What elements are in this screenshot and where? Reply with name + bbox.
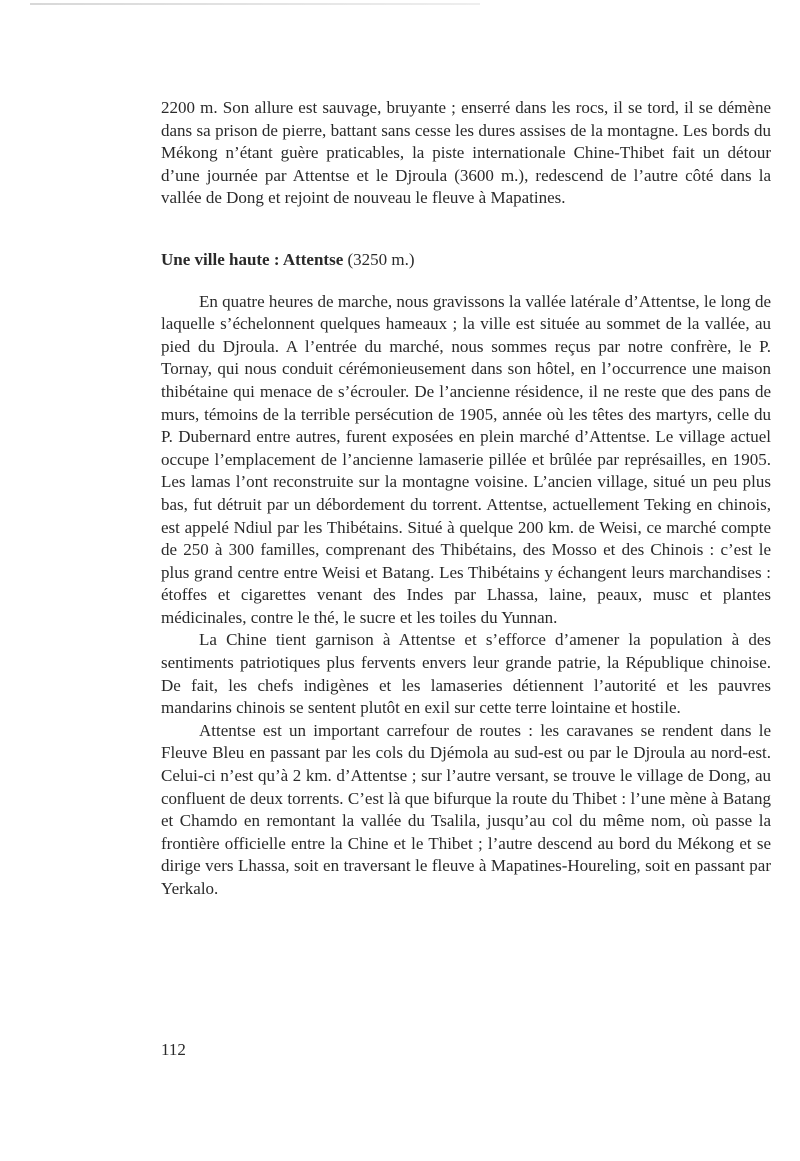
paragraph-continued: 2200 m. Son allure est sauvage, bruyante ; enserré dans les rocs, il se tord, il se démène dans sa prison de pierre, battant sans cesse les dures assises de la montagne. Les bords du Mékong n’étant guère praticables, la piste internationale Chine-Thibet fait un détour d’une journée par Attentse et le Djroula (3600 m.), redescend de l’autre côté dans la vallée de Dong et rejoint de nouveau le fleuve à Mapatines. — [161, 98, 771, 208]
page-number: 112 — [161, 1040, 186, 1059]
section-heading-title: Une ville haute : Attentse — [161, 249, 344, 269]
section-heading — [161, 249, 771, 272]
page-body — [161, 97, 771, 901]
paragraph-attentse-arrival: En quatre heures de marche, nous gravissons la vallée latérale d’Attentse, le long de laquelle s’échelonnent quelques hameaux ; la ville est située au sommet de la vallée, au pied du Djroula. A l’entrée du marché, nous sommes reçus par notre confrère, le P. Tornay, qui nous conduit cérémonieusement dans son hôtel, en l’occurrence une maison thibétaine qui menace de s’écrouler. De l’ancienne résidence, il ne reste que des pans de murs, témoins de la terrible persécution de 1905, année où les têtes des martyrs, celle du P. Dubernard entre autres, furent exposées en plein marché d’Attentse. Le village actuel occupe l’emplacement de l’ancienne lamaserie pillée et brûlée par représailles, en 1905. Les lamas l’ont reconstruite sur la montagne voisine. L’ancien village, situé un peu plus bas, fut détruit par un débordement du torrent. Attentse, actuellement Teking en chinois, est appelé Ndiul par les Thibétains. Situé à quelque 200 km. de Weisi, ce marché compte de 250 à 300 familles, comprenant des Thibétains, des Mosso et des Chinois : c’est le plus grand centre entre Weisi et Batang. Les Thibétains y échangent leurs marchandises : étoffes et cigarettes venant des Indes par Lhassa, laine, peaux, musc et plantes médicinales, contre le thé, le sucre et les toiles du Yunnan. — [161, 291, 771, 627]
paragraph-crossroads: Attentse est un important carrefour de routes : les caravanes se rendent dans le Fleuve Bleu en passant par les cols du Djémola au sud-est ou par le Djroula au nord-est. Celui-ci n’est qu’à 2 km. d’Attentse ; sur l’autre versant, se trouve le village de Dong, au confluent de deux torrents. C’est là que bifurque la route du Thibet : l’une mène à Batang et Chamdo en remontant la vallée du Tsalila, jusqu’au col du même nom, où passe la frontière officielle entre la Chine et le Thibet ; l’autre descend au bord du Mékong et se dirige vers Lhassa, soit en traversant le fleuve à Mapatines-Houreling, soit en passant par Yerkalo. — [161, 720, 771, 898]
paragraph-chinese-garrison: La Chine tient garnison à Attentse et s’efforce d’amener la population à des sentiments patriotiques plus fervents envers leur grande patrie, la République chinoise. De fait, les chefs indigènes et les lamaseries détiennent l’autorité et les pauvres mandarins chinois se sentent plutôt en exil sur cette terre lointaine et hostile. — [161, 630, 771, 718]
scan-edge-line — [30, 3, 480, 5]
section-heading-altitude: (3250 m.) — [347, 249, 415, 269]
